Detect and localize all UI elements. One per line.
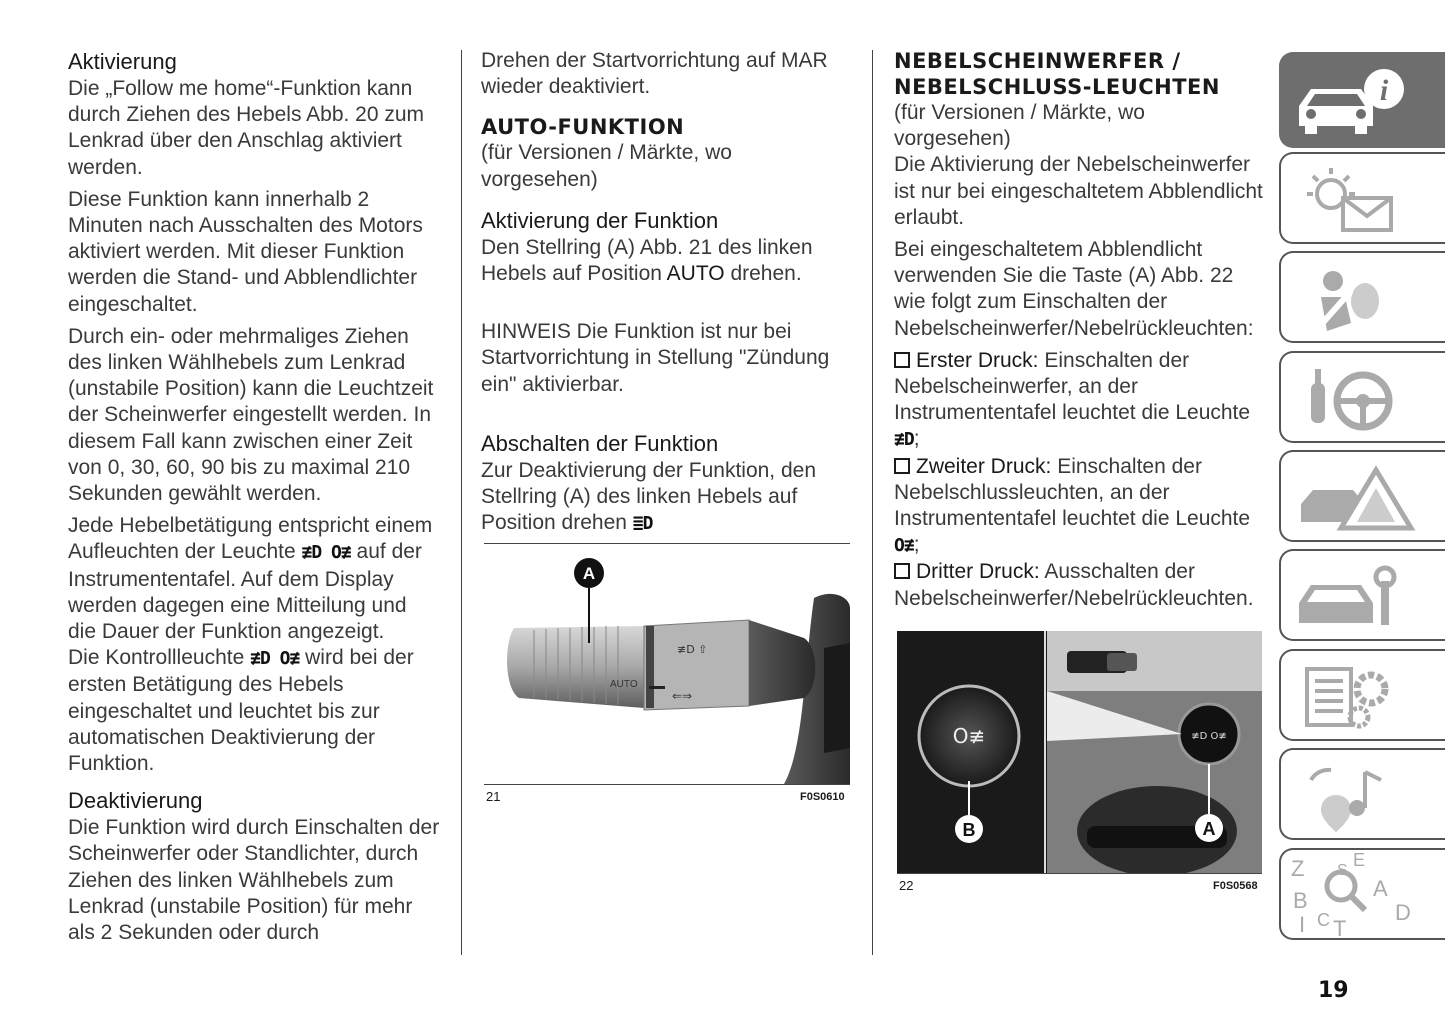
index-letter: T	[1333, 916, 1347, 940]
figure-22-fog-button-photo	[897, 631, 1262, 873]
key-steering-wheel-icon	[1281, 353, 1445, 443]
magnifier-icon	[1321, 866, 1371, 916]
bullet-square-icon	[894, 352, 910, 368]
bullet-label: Dritter Druck:	[916, 560, 1040, 584]
paragraph: Durch ein- oder mehrmaliges Ziehen des linken Wählhebels zum Lenkrad (unstabile Position) kann die Leuchtzeit der Scheinwerfer eingestellt werden. In diesem Fall kann zwischen einer Zeit von 0, 30, 60, 90 bis zu maximal 210 Sekunden gewählt werden.	[68, 324, 434, 506]
front-fog-light-icon: ≢D	[894, 429, 914, 451]
heading-abschalten: Abschalten der Funktion	[481, 430, 719, 456]
tab-safety[interactable]	[1279, 251, 1445, 343]
paragraph: Die Aktivierung der Nebelscheinwerfer ist nur bei eingeschaltetem Abblendlicht erlaubt.	[894, 153, 1263, 229]
figure-number: 22	[899, 878, 914, 893]
index-letter: A	[1373, 876, 1388, 901]
text: Einschalten der Nebelscheinwerfer, an der Instrumententafel leuchtet die Leuchte	[894, 348, 1251, 425]
auto-position: AUTO	[666, 262, 725, 286]
multimedia-note-icon	[1281, 750, 1445, 840]
bullet-item	[894, 454, 1264, 560]
figure-bottom-line	[897, 873, 1262, 874]
heading-nebelscheinwerfer: NEBELSCHEINWERFER / NEBELSCHLUSS-LEUCHTEN	[894, 49, 1220, 99]
text: Zur Deaktivierung der Funktion, den Stellring (A) des linken Hebels auf Position drehen	[481, 458, 817, 535]
heading-aktivierung: Aktivierung	[68, 49, 177, 74]
follow-me-home-warning-icon: ≢D O≢	[301, 542, 351, 564]
figure-number: 21	[486, 789, 501, 804]
tab-emergency[interactable]	[1279, 450, 1445, 542]
paragraph	[68, 645, 440, 777]
index-letter: D	[1395, 900, 1411, 925]
callout-a-label: A	[1202, 819, 1216, 839]
figure-bottom-line	[484, 784, 850, 785]
column-3	[894, 48, 1264, 612]
callout-b-label: B	[962, 820, 976, 840]
tab-alphabetical-index[interactable]	[1279, 848, 1445, 940]
page-number: 19	[1318, 978, 1349, 1003]
text: Jede Hebelbetätigung entspricht einem Aufleuchten der Leuchte	[68, 514, 433, 564]
column-1	[68, 48, 440, 946]
paragraph: Bei eingeschaltetem Abblendlicht verwenden Sie die Taste (A) Abb. 22 wie folgt zum Einschalten der Nebelscheinwerfer/Nebelrückleuchten:	[894, 238, 1254, 340]
paragraph: Die „Follow me home“-Funktion kann durch Ziehen des Hebels Abb. 20 zum Lenkrad über den Anschlag aktiviert werden.	[68, 77, 425, 179]
paragraph	[481, 458, 851, 538]
tab-vehicle-info[interactable]	[1279, 52, 1445, 148]
index-letter: S	[1337, 862, 1348, 879]
warning-light-message-icon	[1281, 154, 1445, 244]
bullet-square-icon	[894, 458, 910, 474]
heading-auto-funktion: AUTO-FUNKTION	[481, 115, 685, 140]
document-gear-icon	[1281, 651, 1445, 741]
index-letter: B	[1293, 888, 1308, 913]
svg-text:i: i	[1379, 74, 1389, 107]
tab-maintenance[interactable]	[1279, 549, 1445, 641]
bullet-label: Zweiter Druck:	[916, 454, 1052, 478]
paragraph: Drehen der Startvorrichtung auf MAR wieder deaktiviert.	[481, 49, 828, 99]
paragraph	[481, 235, 851, 287]
text: Den Stellring (A) Abb. 21 des linken Hebels auf Position	[481, 235, 813, 286]
text: auf der Instrumententafel. Auf dem Display werden dagegen eine Mitteilung und die Dauer der Funktion angezeigt.	[68, 540, 422, 644]
text: ;	[913, 533, 920, 557]
index-letter: E	[1353, 850, 1366, 870]
column-divider	[461, 50, 462, 955]
rear-fog-light-icon: O≢	[894, 535, 914, 557]
figure-code: F0S0610	[800, 791, 845, 803]
hint-paragraph: HINWEIS Die Funktion ist nur bei Startvorrichtung in Stellung "Zündung ein" aktivierbar.	[481, 320, 830, 396]
car-wrench-icon	[1281, 551, 1445, 641]
bullet-square-icon	[894, 563, 910, 579]
follow-me-home-warning-icon: ≢D O≢	[250, 648, 300, 670]
tab-multimedia[interactable]	[1279, 748, 1445, 840]
figure-top-line	[484, 543, 850, 544]
text: Ausschalten der Nebelscheinwerfer/Nebelrückleuchten.	[894, 560, 1254, 610]
heading-aktivierung-funktion: Aktivierung der Funktion	[481, 207, 719, 233]
text: drehen.	[730, 262, 802, 286]
bullet-item	[894, 348, 1264, 454]
figure-21-stalk-illustration	[484, 548, 850, 784]
figure-code: F0S0568	[1213, 880, 1258, 892]
paragraph: Die Funktion wird durch Einschalten der Scheinwerfer oder Standlichter, durch Ziehen des linken Wählhebels zum Lenkrad (unstabile Position) für mehr als 2 Sekunden oder durch	[68, 816, 440, 945]
text: Einschalten der Nebelschlussleuchten, an der Instrumententafel leuchtet die Leuchte	[894, 454, 1251, 531]
svg-text:≢D ⇧: ≢D ⇧	[677, 643, 708, 656]
column-divider	[872, 50, 873, 955]
svg-text:O≢: O≢	[952, 724, 986, 748]
auto-label-on-ring: AUTO	[610, 679, 638, 690]
tab-dashboard-lights[interactable]	[1279, 152, 1445, 244]
text: wird bei der ersten Betätigung des Hebels eingeschaltet und leuchtet bis zur automatischen Deaktivierung der Funktion.	[68, 646, 414, 776]
svg-text:⇐⇒: ⇐⇒	[672, 689, 693, 703]
paragraph: Diese Funktion kann innerhalb 2 Minuten nach Ausschalten des Motors aktiviert werden. Mit dieser Funktion werden die Stand- und Abblendlichter eingeschaltet.	[68, 187, 423, 316]
paragraph: (für Versionen / Märkte, wo vorgesehen)	[481, 141, 732, 191]
column-2	[481, 48, 851, 537]
low-beam-icon: ≣D	[632, 513, 653, 535]
bullet-item	[894, 559, 1264, 611]
index-letter: I	[1299, 912, 1306, 937]
paragraph: (für Versionen / Märkte, wo vorgesehen)	[894, 101, 1145, 151]
tab-technical-data[interactable]	[1279, 649, 1445, 741]
car-warning-triangle-icon	[1281, 452, 1445, 542]
airbag-seatbelt-icon	[1281, 253, 1445, 343]
text: ;	[913, 427, 920, 451]
paragraph	[68, 513, 440, 645]
alphabet-search-icon	[1281, 850, 1445, 940]
svg-text:≢D O≢: ≢D O≢	[1191, 731, 1227, 742]
car-info-icon	[1281, 54, 1445, 148]
heading-deaktivierung: Deaktivierung	[68, 788, 203, 814]
tab-starting-driving[interactable]	[1279, 351, 1445, 443]
index-letter: C	[1317, 910, 1330, 930]
index-letter: Z	[1291, 856, 1305, 881]
callout-a-label: A	[582, 564, 596, 583]
text: Die Kontrollleuchte	[68, 646, 245, 670]
bullet-label: Erster Druck:	[916, 348, 1039, 372]
